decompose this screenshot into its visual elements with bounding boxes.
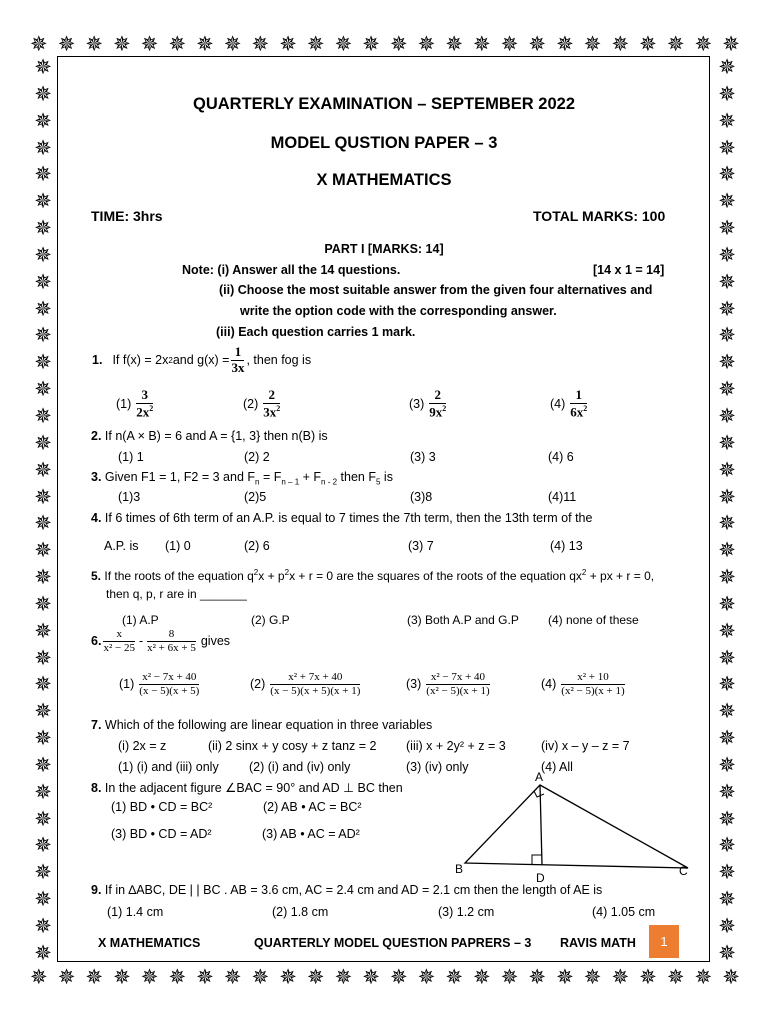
answer-option: (2) 2 — [244, 450, 270, 464]
option-label: (2) — [243, 397, 259, 412]
ornament-star-icon: ✵ — [718, 806, 736, 831]
triangle-figure — [450, 765, 700, 890]
time-label: TIME: 3hrs — [91, 208, 163, 224]
question-4-continuation: A.P. is — [104, 539, 139, 553]
ornament-star-icon: ✵ — [718, 672, 736, 697]
ornament-star-icon: ✵ — [196, 965, 214, 989]
ornament-star-icon: ✵ — [279, 965, 297, 989]
ornament-star-icon: ✵ — [251, 32, 270, 56]
fraction-denominator: (x² − 5)(x + 1) — [426, 684, 490, 697]
ornament-star-icon: ✵ — [718, 296, 736, 321]
answer-option: (1)3 — [118, 490, 141, 504]
ornament-star-icon: ✵ — [718, 323, 736, 348]
ornament-star-icon: ✵ — [445, 32, 463, 56]
footer-subject: X MATHEMATICS — [98, 936, 201, 950]
ornament-star-icon: ✵ — [279, 32, 297, 56]
ornament-star-icon: ✵ — [85, 32, 103, 56]
ornament-star-icon: ✵ — [57, 965, 76, 989]
bottom-ornament-border — [30, 964, 740, 990]
fraction-denominator: (x − 5)(x + 5) — [139, 684, 200, 697]
ornament-star-icon: ✵ — [528, 32, 546, 56]
option-label: (2) — [250, 677, 266, 692]
ornament-star-icon: ✵ — [223, 965, 242, 989]
question-5-continuation: then q, p, r are in _______ — [106, 587, 247, 601]
ornament-star-icon: ✵ — [718, 833, 736, 858]
answer-option — [116, 388, 155, 420]
label-a: A — [535, 770, 544, 784]
question-2: 2. If n(A × B) = 6 and A = {1, 3} then n(B) is — [91, 429, 328, 443]
ornament-star-icon: ✵ — [34, 618, 52, 643]
label-b: B — [455, 862, 464, 876]
left-ornament-border — [30, 54, 56, 966]
answer-option — [119, 671, 201, 697]
ornament-star-icon: ✵ — [718, 430, 736, 455]
ornament-star-icon: ✵ — [389, 32, 408, 56]
question-number: 1. — [92, 353, 103, 368]
ornament-star-icon: ✵ — [34, 55, 52, 79]
ornament-star-icon: ✵ — [718, 55, 736, 79]
answer-option: (1) (i) and (iii) only — [118, 760, 219, 774]
option-fraction — [426, 671, 489, 697]
ornament-star-icon: ✵ — [718, 162, 736, 187]
paper-subtitle: MODEL QUSTION PAPER – 3 — [270, 134, 498, 152]
ornament-star-icon: ✵ — [34, 377, 52, 402]
triangle-abc — [465, 785, 688, 868]
ornament-star-icon: ✵ — [140, 32, 159, 56]
ornament-star-icon: ✵ — [306, 965, 325, 989]
fraction-denominator: $6x^2$ — [570, 403, 588, 420]
answer-option: (4)11 — [548, 490, 577, 504]
answer-option — [250, 671, 362, 697]
answer-option — [406, 671, 492, 697]
ornament-star-icon: ✵ — [718, 377, 736, 402]
answer-option — [243, 388, 282, 420]
option-label: (1) — [119, 677, 135, 692]
answer-option: (iii) x + 2y² + z = 3 — [406, 739, 506, 753]
page-number: 1 — [649, 925, 679, 958]
ornament-star-icon: ✵ — [500, 32, 519, 56]
ornament-star-icon: ✵ — [718, 940, 736, 965]
ornament-star-icon: ✵ — [639, 965, 657, 989]
ornament-star-icon: ✵ — [718, 887, 736, 912]
ornament-star-icon: ✵ — [362, 32, 380, 56]
option-label: (4) — [541, 677, 557, 692]
ornament-star-icon: ✵ — [140, 965, 159, 989]
subject-title: X MATHEMATICS — [316, 171, 452, 189]
ornament-star-icon: ✵ — [34, 81, 52, 106]
ornament-star-icon: ✵ — [168, 965, 187, 989]
answer-option: (3) 7 — [408, 539, 434, 553]
ornament-star-icon: ✵ — [417, 32, 436, 56]
footer-series: QUARTERLY MODEL QUESTION PAPRERS – 3 — [254, 936, 532, 950]
part-heading: PART I [MARKS: 14] — [324, 242, 444, 256]
answer-option: (3) 3 — [410, 450, 436, 464]
ornament-star-icon: ✵ — [34, 645, 52, 670]
ornament-star-icon: ✵ — [417, 965, 436, 989]
answer-option: (2) 1.8 cm — [272, 905, 329, 919]
ornament-star-icon: ✵ — [196, 32, 214, 56]
answer-option: (2) 6 — [244, 539, 270, 553]
answer-option: (4) 13 — [550, 539, 583, 553]
ornament-star-icon: ✵ — [718, 350, 736, 375]
ornament-star-icon: ✵ — [34, 565, 52, 590]
fraction-numerator: x² + 7x + 40 — [270, 671, 360, 685]
ornament-star-icon: ✵ — [666, 32, 685, 56]
ornament-star-icon: ✵ — [722, 32, 740, 56]
fraction-numerator: x² − 7x + 40 — [139, 671, 199, 685]
note-1: Note: (i) Answer all the 14 questions. — [182, 263, 401, 277]
option-label: (3) — [406, 677, 422, 692]
ornament-star-icon: ✵ — [34, 779, 52, 804]
option-fraction — [270, 671, 360, 697]
ornament-star-icon: ✵ — [34, 108, 52, 133]
ornament-star-icon: ✵ — [34, 860, 52, 885]
ornament-star-icon: ✵ — [34, 833, 52, 858]
answer-option — [550, 388, 589, 420]
ornament-star-icon: ✵ — [556, 32, 574, 56]
ornament-star-icon: ✵ — [334, 965, 353, 989]
question-7: 7. Which of the following are linear equation in three variables — [91, 718, 433, 732]
ornament-star-icon: ✵ — [528, 965, 546, 989]
ornament-star-icon: ✵ — [34, 162, 52, 187]
ornament-star-icon: ✵ — [34, 135, 52, 160]
ornament-star-icon: ✵ — [718, 618, 736, 643]
answer-option: (4) 1.05 cm — [592, 905, 656, 919]
exam-title: QUARTERLY EXAMINATION – SEPTEMBER 2022 — [192, 95, 576, 113]
ornament-star-icon: ✵ — [556, 965, 574, 989]
answer-option: (3)8 — [410, 490, 433, 504]
fraction-denominator: $9x^2$ — [429, 403, 447, 420]
label-c: C — [679, 864, 688, 878]
ornament-star-icon: ✵ — [666, 965, 685, 989]
ornament-star-icon: ✵ — [718, 81, 736, 106]
ornament-star-icon: ✵ — [57, 32, 76, 56]
ornament-star-icon: ✵ — [718, 403, 736, 428]
ornament-star-icon: ✵ — [718, 538, 736, 563]
fraction-denominator: (x² − 5)(x + 1) — [561, 684, 625, 697]
ornament-star-icon: ✵ — [34, 806, 52, 831]
question-6: 6. $\frac{x}{\text{x² − 25}}$ - $\frac{8}{\text{x² + 6x + 5}}$ gives — [91, 628, 231, 654]
ornament-star-icon: ✵ — [34, 699, 52, 724]
label-d: D — [536, 871, 545, 885]
answer-option: (1) A.P — [122, 613, 159, 627]
ornament-star-icon: ✵ — [722, 965, 740, 989]
ornament-star-icon: ✵ — [34, 484, 52, 509]
ornament-star-icon: ✵ — [34, 538, 52, 563]
answer-option: (3) AB • AC = AD² — [262, 827, 360, 841]
ornament-star-icon: ✵ — [34, 511, 52, 536]
ornament-star-icon: ✵ — [334, 32, 353, 56]
ornament-star-icon: ✵ — [34, 672, 52, 697]
ornament-star-icon: ✵ — [718, 269, 736, 294]
answer-option: (4) All — [541, 760, 573, 774]
ornament-star-icon: ✵ — [718, 752, 736, 777]
ornament-star-icon: ✵ — [718, 591, 736, 616]
ornament-star-icon: ✵ — [718, 135, 736, 160]
ornament-star-icon: ✵ — [34, 403, 52, 428]
ornament-star-icon: ✵ — [718, 726, 736, 751]
answer-option: (2) (i) and (iv) only — [249, 760, 351, 774]
ornament-star-icon: ✵ — [113, 32, 131, 56]
answer-option: (ii) 2 sinx + y cosy + z tanz = 2 — [208, 739, 377, 753]
ornament-star-icon: ✵ — [34, 887, 52, 912]
ornament-star-icon: ✵ — [500, 965, 519, 989]
ornament-star-icon: ✵ — [34, 189, 52, 214]
ornament-star-icon: ✵ — [34, 216, 52, 241]
ornament-star-icon: ✵ — [718, 457, 736, 482]
ornament-star-icon: ✵ — [718, 216, 736, 241]
answer-option: (4) 6 — [548, 450, 574, 464]
ornament-star-icon: ✵ — [718, 699, 736, 724]
ornament-star-icon: ✵ — [718, 779, 736, 804]
question-text: If n(A × B) = 6 and A = {1, 3} then n(B) is — [104, 429, 328, 443]
ornament-star-icon: ✵ — [34, 242, 52, 267]
answer-option — [409, 388, 448, 420]
answer-option: (2) G.P — [251, 613, 290, 627]
option-label: (3) — [409, 397, 425, 412]
right-angle-mark-d — [532, 855, 542, 865]
option-fraction — [561, 671, 624, 697]
ornament-star-icon: ✵ — [718, 511, 736, 536]
fraction-numerator: 3 — [136, 388, 153, 404]
fraction-numerator: 1 — [570, 388, 587, 404]
ornament-star-icon: ✵ — [85, 965, 103, 989]
answer-option: (1) 0 — [165, 539, 191, 553]
fraction-numerator: 2 — [429, 388, 446, 404]
ornament-star-icon: ✵ — [223, 32, 242, 56]
option-fraction — [263, 388, 280, 420]
ornament-star-icon: ✵ — [718, 645, 736, 670]
answer-option: (iv) x – y – z = 7 — [541, 739, 630, 753]
ornament-star-icon: ✵ — [30, 32, 48, 56]
ornament-star-icon: ✵ — [34, 323, 52, 348]
answer-option: (i) 2x = z — [118, 739, 167, 753]
ornament-star-icon: ✵ — [718, 108, 736, 133]
answer-option: (1) BD • CD = BC² — [111, 800, 213, 814]
question-3: 3. Given F1 = 1, F2 = 3 and $F_n = F_{n - 1} + F_{n - 2}$ then $F_5$ is — [91, 470, 393, 487]
right-angle-mark-a — [534, 791, 544, 797]
ornament-star-icon: ✵ — [34, 269, 52, 294]
answer-option: (4) none of these — [548, 613, 639, 627]
ornament-star-icon: ✵ — [694, 32, 713, 56]
ornament-star-icon: ✵ — [611, 965, 630, 989]
answer-option — [541, 671, 627, 697]
fraction-g: $\frac{1}{3x}$ — [231, 344, 245, 375]
ornament-star-icon: ✵ — [718, 914, 736, 938]
answer-option: (1) 1 — [118, 450, 144, 464]
fraction-2: $\frac{8}{\text{x² + 6x + 5}}$ — [147, 628, 196, 654]
answer-option: (1) 1.4 cm — [107, 905, 164, 919]
fraction-denominator: (x − 5)(x + 5)(x + 1) — [270, 684, 361, 697]
ornament-star-icon: ✵ — [34, 726, 52, 751]
fraction-1: $\frac{x}{\text{x² − 25}}$ — [103, 628, 135, 654]
ornament-star-icon: ✵ — [389, 965, 408, 989]
ornament-star-icon: ✵ — [611, 32, 630, 56]
ornament-star-icon: ✵ — [251, 965, 270, 989]
answer-option: (3) BD • CD = AD² — [111, 827, 212, 841]
ornament-star-icon: ✵ — [473, 965, 491, 989]
option-fraction — [570, 388, 587, 420]
answer-option: (3) (iv) only — [406, 760, 469, 774]
ornament-star-icon: ✵ — [34, 457, 52, 482]
ornament-star-icon: ✵ — [34, 296, 52, 321]
answer-option: (3) Both A.P and G.P — [407, 613, 519, 627]
question-4: 4. If 6 times of 6th term of an A.P. is equal to 7 times the 7th term, then the 13th term of the — [91, 511, 593, 525]
ornament-star-icon: ✵ — [34, 350, 52, 375]
ornament-star-icon: ✵ — [168, 32, 187, 56]
note-2b: write the option code with the corresponding answer. — [240, 304, 557, 318]
note-2a: (ii) Choose the most suitable answer from the given four alternatives and — [219, 283, 653, 297]
ornament-star-icon: ✵ — [639, 32, 657, 56]
right-ornament-border — [714, 54, 740, 966]
ornament-star-icon: ✵ — [473, 32, 491, 56]
ornament-star-icon: ✵ — [694, 965, 713, 989]
ornament-star-icon: ✵ — [718, 860, 736, 885]
question-1: 1. If f(x) = 2x 2 and g(x) = $\frac{1}{3x}$ , then fog is — [92, 344, 312, 375]
question-9: 9. If in ∆ABC, DE | | BC . AB = 3.6 cm, AC = 2.4 cm and AD = 2.1 cm then the length of AE is — [91, 883, 603, 897]
ornament-star-icon: ✵ — [306, 32, 325, 56]
fraction-numerator: x² + 10 — [561, 671, 624, 685]
ornament-star-icon: ✵ — [583, 32, 602, 56]
fraction-denominator: $3x^2$ — [263, 403, 281, 420]
ornament-star-icon: ✵ — [445, 965, 463, 989]
footer-author: RAVIS MATH — [560, 936, 636, 950]
answer-option: (2) AB • AC = BC² — [263, 800, 362, 814]
ornament-star-icon: ✵ — [30, 965, 48, 989]
answer-option: (2)5 — [244, 490, 267, 504]
option-label: (4) — [550, 397, 566, 412]
ornament-star-icon: ✵ — [718, 565, 736, 590]
total-marks-label: TOTAL MARKS: 100 — [533, 208, 666, 224]
ornament-star-icon: ✵ — [362, 965, 380, 989]
fraction-numerator: 2 — [263, 388, 280, 404]
top-ornament-border — [30, 31, 740, 57]
question-text: If f(x) = 2x — [112, 353, 169, 368]
note-3: (iii) Each question carries 1 mark. — [216, 325, 416, 339]
ornament-star-icon: ✵ — [34, 940, 52, 965]
ornament-star-icon: ✵ — [34, 914, 52, 938]
option-fraction — [429, 388, 446, 420]
ornament-star-icon: ✵ — [718, 242, 736, 267]
ornament-star-icon: ✵ — [718, 484, 736, 509]
ornament-star-icon: ✵ — [34, 752, 52, 777]
ornament-star-icon: ✵ — [34, 430, 52, 455]
ornament-star-icon: ✵ — [34, 591, 52, 616]
question-8: 8. In the adjacent figure ∠BAC = 90° and AD ⊥ BC then — [91, 781, 403, 795]
marks-allocation: [14 x 1 = 14] — [593, 263, 665, 277]
option-fraction — [139, 671, 199, 697]
answer-option: (3) 1.2 cm — [438, 905, 495, 919]
option-label: (1) — [116, 397, 132, 412]
ornament-star-icon: ✵ — [113, 965, 131, 989]
fraction-numerator: x² − 7x + 40 — [426, 671, 489, 685]
fraction-denominator: $2x^2$ — [136, 403, 154, 420]
altitude-ad — [540, 785, 542, 865]
ornament-star-icon: ✵ — [718, 189, 736, 214]
question-5: 5. If the roots of the equation $q^2x + p^2x + r = 0$ are the squares of the roots of the equation $qx^2$ + px + r = 0, — [91, 568, 655, 583]
ornament-star-icon: ✵ — [583, 965, 602, 989]
option-fraction — [136, 388, 153, 420]
